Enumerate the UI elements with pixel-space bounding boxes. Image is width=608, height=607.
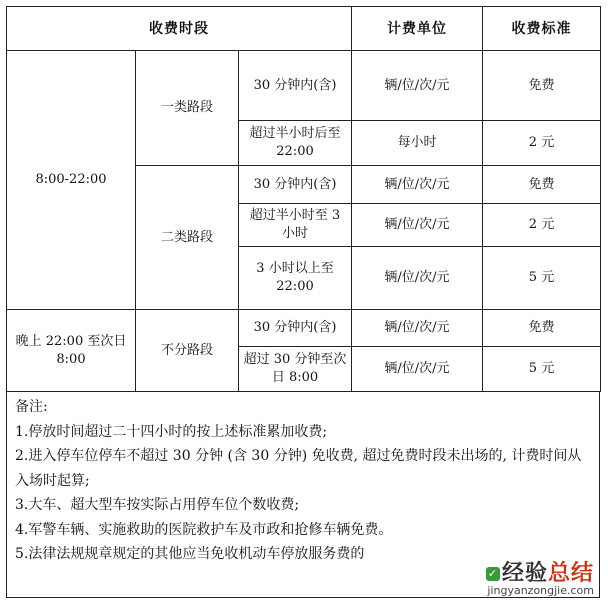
fee-cell: 免费: [483, 310, 601, 347]
fee-cell: 2 元: [483, 121, 601, 166]
duration-cell: 30 分钟内(含): [239, 166, 352, 204]
duration-cell: 30 分钟内(含): [239, 310, 352, 347]
duration-cell: 3 小时以上至 22:00: [239, 247, 352, 310]
class-any-cell: 不分路段: [136, 310, 239, 392]
watermark-accent: 总结: [547, 561, 594, 586]
table-row: [7, 310, 601, 347]
night-period-cell: 晚上 22:00 至次日 8:00: [7, 310, 136, 392]
header-row: [7, 7, 601, 51]
unit-cell: 辆/位/次/元: [352, 247, 483, 310]
class1-cell: 一类路段: [136, 51, 239, 166]
duration-cell: 超过半小时至 3 小时: [239, 204, 352, 247]
note-item: 4.军警车辆、实施救助的医院救护车及市政和抢修车辆免费。: [15, 521, 393, 538]
duration-cell: 超过半小时后至 22:00: [239, 121, 352, 166]
note-item: 5.法律法规规章规定的其他应当免收机动车停放服务费的: [15, 546, 365, 562]
fee-cell: 2 元: [483, 204, 601, 247]
duration-cell: 超过 30 分钟至次日 8:00: [239, 347, 352, 392]
header-standard: 收费标准: [483, 7, 601, 51]
notes-title: 备注:: [15, 399, 48, 415]
header-unit: 计费单位: [352, 7, 483, 51]
watermark-url: jingyanzongjie.com: [487, 584, 594, 597]
check-icon: ✓: [487, 567, 499, 580]
watermark: [486, 556, 594, 597]
watermark-main: 经验: [501, 561, 548, 586]
day-period-cell: 8:00-22:00: [7, 51, 136, 310]
unit-cell: 辆/位/次/元: [352, 204, 483, 247]
fee-table: [6, 6, 601, 392]
unit-cell: 辆/位/次/元: [352, 51, 483, 121]
unit-cell: 辆/位/次/元: [352, 347, 483, 392]
note-item: 2.进入停车位停车不超过 30 分钟 (含 30 分钟) 免收费, 超过免费时段未出场的, 计费时间从入场时起算;: [15, 448, 582, 489]
fee-cell: 免费: [483, 166, 601, 204]
header-period: 收费时段: [7, 7, 352, 51]
unit-cell: 辆/位/次/元: [352, 166, 483, 204]
duration-cell: 30 分钟内(含): [239, 51, 352, 121]
fee-cell: 5 元: [483, 247, 601, 310]
unit-cell: 每小时: [352, 121, 483, 166]
fee-cell: 免费: [483, 51, 601, 121]
table-row: [7, 51, 601, 121]
class2-cell: 二类路段: [136, 166, 239, 310]
note-item: 3.大车、超大型车按实际占用停车位个数收费;: [15, 497, 300, 513]
fee-cell: 5 元: [483, 347, 601, 392]
note-item: 1.停放时间超过二十四小时的按上述标准累加收费;: [15, 423, 328, 440]
unit-cell: 辆/位/次/元: [352, 310, 483, 347]
